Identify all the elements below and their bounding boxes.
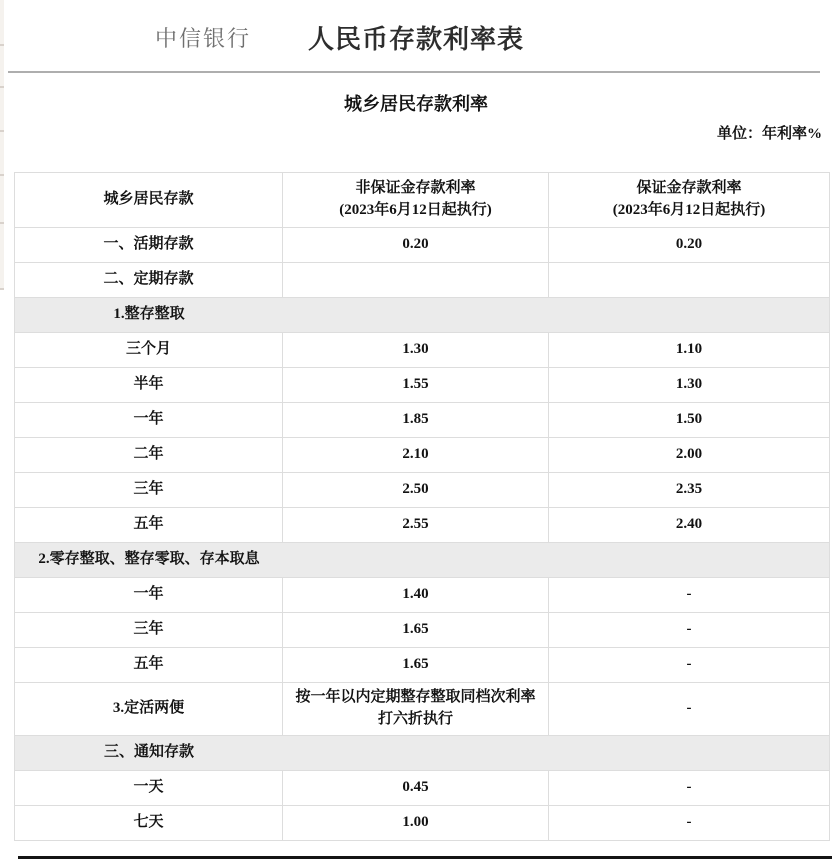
column-header-non-margin-rate: [283, 173, 549, 228]
row-label-cell: 一天: [15, 770, 283, 805]
column-header-category: [15, 173, 283, 228]
bank-logo-text: 中信银行: [155, 26, 252, 51]
margin-rate-cell: 1.30: [549, 368, 830, 403]
margin-rate-cell: 2.40: [549, 508, 830, 543]
non-margin-rate-cell: 1.30: [283, 333, 549, 368]
margin-rate-cell: 2.35: [549, 473, 830, 508]
data-row: [15, 613, 830, 648]
section-row: [15, 735, 830, 770]
data-row: [15, 770, 830, 805]
margin-rate-cell: [549, 263, 830, 298]
data-row: [15, 333, 830, 368]
margin-rate-cell: -: [549, 578, 830, 613]
row-label-cell: 三年: [15, 613, 283, 648]
margin-rate-cell: 1.10: [549, 333, 830, 368]
unit-label: 单位：年利率%: [716, 126, 822, 142]
margin-rate-cell: -: [549, 805, 830, 840]
row-label-cell: 二、定期存款: [15, 263, 283, 298]
table-title: 城乡居民存款利率: [344, 94, 488, 114]
non-margin-rate-cell: [283, 263, 549, 298]
non-margin-rate-cell: 2.10: [283, 438, 549, 473]
row-label-cell: 一年: [15, 403, 283, 438]
row-label-cell: 五年: [15, 508, 283, 543]
row-label-cell: 一年: [15, 578, 283, 613]
row-label-cell: 五年: [15, 648, 283, 683]
column-header-effective-date: (2023年6月12日起执行): [612, 202, 766, 218]
header-divider: [8, 71, 820, 73]
data-row: [15, 648, 830, 683]
header-row: [15, 173, 830, 228]
column-header-label: 保证金存款利率: [636, 180, 742, 197]
non-margin-rate-cell: 0.45: [283, 770, 549, 805]
data-row: [15, 578, 830, 613]
margin-rate-cell: 2.00: [549, 438, 830, 473]
page-title: 人民币存款利率表: [307, 25, 524, 54]
column-header-effective-date: (2023年6月12日起执行): [339, 202, 492, 218]
data-row: [15, 508, 830, 543]
non-margin-rate-cell: 1.55: [283, 368, 549, 403]
section-label: 三、通知存款: [103, 743, 194, 760]
section-label: 2.零存整取、整存零取、存本取息: [38, 551, 260, 568]
data-row: [15, 263, 830, 298]
non-margin-rate-cell: 2.55: [283, 508, 549, 543]
data-row: [15, 438, 830, 473]
section-header-cell: [15, 735, 830, 770]
non-margin-rate-cell: 1.85: [283, 403, 549, 438]
data-row: [15, 228, 830, 263]
row-label-cell: 一、活期存款: [15, 228, 283, 263]
data-row: [15, 473, 830, 508]
section-row: [15, 543, 830, 578]
non-margin-rate-cell: 1.65: [283, 648, 549, 683]
section-label: 1.整存整取: [113, 306, 185, 323]
data-row: [15, 805, 830, 840]
column-header-label: 城乡居民存款: [103, 191, 194, 208]
column-header-margin-rate: [549, 173, 830, 228]
row-label-cell: 七天: [15, 805, 283, 840]
section-header-cell: [15, 298, 830, 333]
non-margin-rate-cell: 1.40: [283, 578, 549, 613]
data-row: [15, 683, 830, 736]
row-label-cell: 二年: [15, 438, 283, 473]
non-margin-rate-cell: 0.20: [283, 228, 549, 263]
column-header-label: 非保证金存款利率: [355, 180, 476, 197]
non-margin-rate-cell: 按一年以内定期整存整取同档次利率打六折执行: [283, 683, 549, 736]
section-row: [15, 298, 830, 333]
rate-table: [14, 172, 830, 841]
section-header-cell: [15, 543, 830, 578]
non-margin-rate-cell: 1.65: [283, 613, 549, 648]
row-label-cell: 半年: [15, 368, 283, 403]
margin-rate-cell: -: [549, 683, 830, 736]
data-row: [15, 403, 830, 438]
margin-rate-cell: -: [549, 770, 830, 805]
non-margin-rate-cell: 1.00: [283, 805, 549, 840]
bottom-divider: [18, 856, 832, 859]
margin-rate-cell: -: [549, 648, 830, 683]
margin-rate-cell: 1.50: [549, 403, 830, 438]
non-margin-rate-cell: 2.50: [283, 473, 549, 508]
margin-rate-cell: -: [549, 613, 830, 648]
row-label-cell: 三个月: [15, 333, 283, 368]
data-row: [15, 368, 830, 403]
row-label-cell: 三年: [15, 473, 283, 508]
row-label-cell: 3.定活两便: [15, 683, 283, 736]
margin-rate-cell: 0.20: [549, 228, 830, 263]
rate-table-body: [15, 228, 830, 841]
